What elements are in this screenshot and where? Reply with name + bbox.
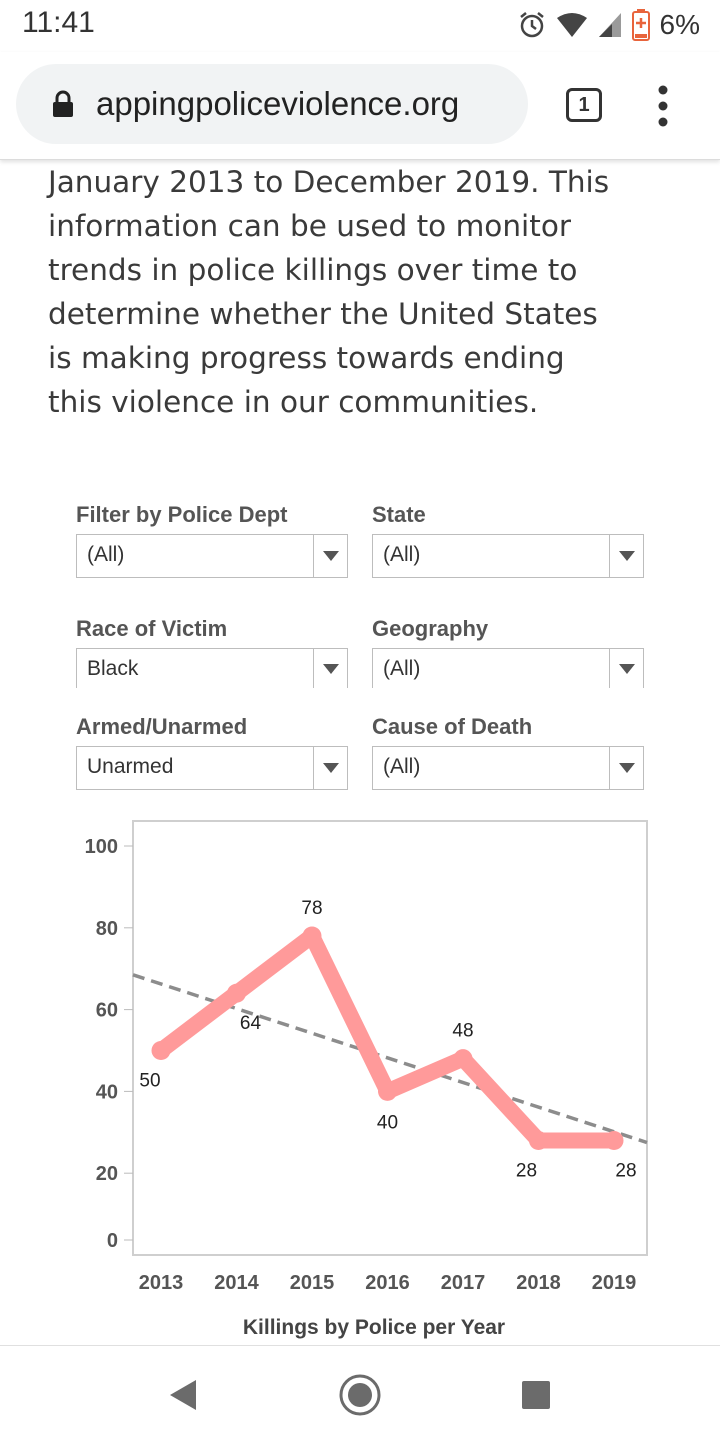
data-point [605, 1131, 624, 1150]
intro-paragraph: January 2013 to December 2019. This information can be used to monitor trends in police killings over time to determine whether the United States is making progress towards ending this violence in our communities. [48, 165, 610, 419]
filter-armed-label: Armed/Unarmed [76, 714, 248, 739]
battery-icon [632, 9, 650, 41]
lock-icon [52, 90, 74, 118]
x-tick-label: 2015 [289, 1272, 335, 1294]
url-text: appingpoliceviolence.org [96, 85, 460, 122]
filter-armed-value: Unarmed [87, 755, 174, 778]
more-menu-icon[interactable] [648, 82, 678, 130]
filter-geography-select[interactable] [372, 648, 644, 688]
x-axis [139, 1272, 637, 1294]
recents-icon[interactable] [508, 1366, 564, 1422]
filter-race-select[interactable] [76, 648, 348, 688]
home-icon[interactable] [332, 1366, 388, 1422]
chevron-down-icon[interactable] [313, 747, 347, 789]
x-tick-label: 2019 [591, 1272, 637, 1294]
battery-percent: 6% [659, 9, 700, 40]
x-tick-label: 2017 [440, 1272, 486, 1294]
filter-armed-select[interactable] [76, 746, 348, 790]
plot-area [133, 821, 647, 1255]
filter-geography-label: Geography [372, 616, 489, 641]
x-axis-title: Killings by Police per Year [242, 1316, 506, 1339]
browser-toolbar [0, 52, 720, 160]
data-label: 28 [615, 1160, 637, 1182]
data-label: 40 [376, 1112, 399, 1134]
data-point [378, 1082, 397, 1101]
killings-line-chart [0, 800, 720, 1345]
chevron-down-icon[interactable] [313, 535, 347, 577]
filter-cause-value: (All) [383, 755, 421, 778]
filter-race-value: Black [87, 657, 139, 680]
chevron-down-icon[interactable] [609, 535, 643, 577]
data-point [152, 1041, 171, 1060]
y-tick-label: 40 [95, 1081, 118, 1104]
chevron-down-icon[interactable] [313, 649, 347, 688]
status-icons [518, 8, 700, 42]
filter-cause-select[interactable] [372, 746, 644, 790]
chevron-down-icon[interactable] [609, 747, 643, 789]
y-tick-label: 100 [84, 836, 118, 858]
filter-state-select[interactable] [372, 534, 644, 578]
y-tick-label: 80 [95, 917, 118, 940]
x-tick-label: 2016 [365, 1272, 410, 1294]
y-axis [85, 836, 133, 1252]
data-point [454, 1049, 473, 1068]
y-tick-label: 0 [106, 1230, 118, 1252]
status-bar [0, 0, 720, 52]
data-label: 78 [301, 897, 323, 919]
filter-state-value: (All) [383, 543, 421, 566]
status-time: 11:41 [22, 6, 95, 39]
chevron-down-icon[interactable] [609, 649, 643, 688]
signal-icon [598, 12, 622, 38]
data-point [303, 926, 322, 945]
data-label: 64 [239, 1013, 262, 1035]
data-label: 48 [452, 1020, 474, 1042]
filter-police-dept-value: (All) [87, 543, 125, 566]
y-tick-label: 20 [95, 1163, 118, 1186]
filter-police-dept-select[interactable] [76, 534, 348, 578]
alarm-icon [518, 11, 546, 39]
tab-switcher-button[interactable]: 1 [566, 88, 602, 122]
filter-geography-value: (All) [383, 657, 421, 680]
x-tick-label: 2013 [138, 1272, 184, 1294]
back-icon[interactable] [154, 1366, 210, 1422]
filter-cause-label: Cause of Death [372, 714, 533, 739]
data-point [529, 1131, 548, 1150]
data-label: 28 [515, 1160, 538, 1182]
filter-state-label: State [372, 502, 426, 527]
data-label: 50 [139, 1070, 161, 1092]
android-nav-bar [0, 1345, 720, 1440]
filter-police-dept-label: Filter by Police Dept [76, 502, 288, 527]
x-tick-label: 2014 [214, 1272, 259, 1294]
wifi-icon [556, 12, 588, 38]
x-tick-label: 2018 [516, 1272, 561, 1294]
url-bar[interactable] [16, 64, 528, 144]
y-tick-label: 60 [95, 999, 118, 1022]
filter-race-label: Race of Victim [76, 616, 228, 641]
data-point [227, 984, 246, 1003]
